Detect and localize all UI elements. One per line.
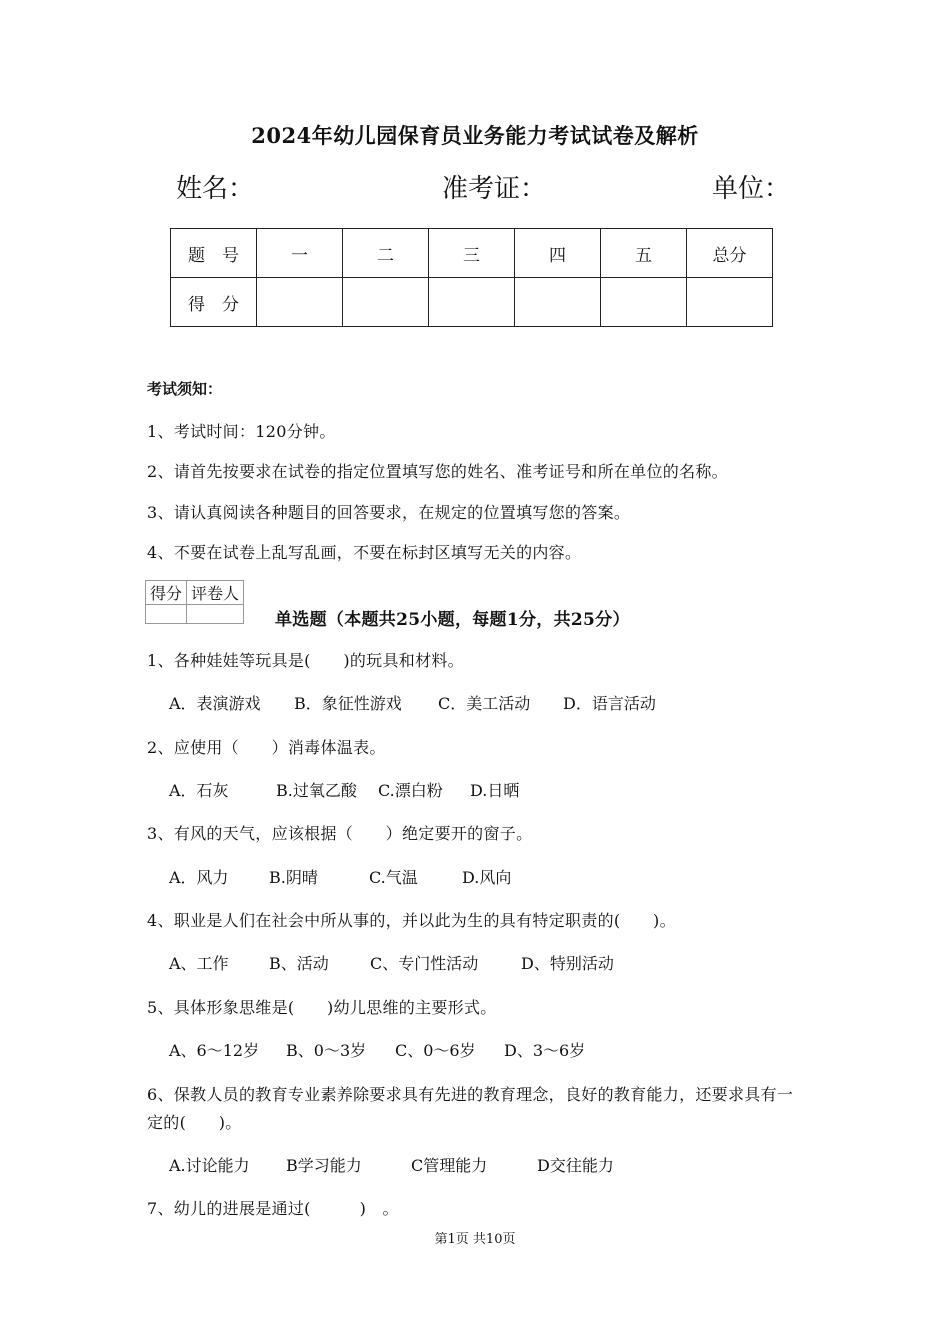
score-cell-5: 五 bbox=[601, 229, 687, 278]
score-row-label: 得 分 bbox=[171, 278, 257, 327]
score-input-2[interactable] bbox=[343, 278, 429, 327]
question-option: A、工作 bbox=[169, 954, 229, 973]
question-option: C、0～6岁 bbox=[395, 1041, 476, 1060]
question-option: C．美工活动 bbox=[438, 694, 531, 713]
notice-heading: 考试须知： bbox=[147, 380, 223, 398]
question-text: 4、职业是人们在社会中所从事的，并以此为生的具有特定职责的( )。 bbox=[147, 911, 676, 930]
question-option: B、活动 bbox=[269, 954, 329, 973]
grader-score-label: 得分 bbox=[146, 581, 187, 605]
question-text: 7、幼儿的进展是通过( ) 。 bbox=[147, 1199, 399, 1218]
score-cell-3: 三 bbox=[429, 229, 515, 278]
section-title: 单选题（本题共25小题，每题1分，共25分） bbox=[275, 610, 630, 630]
notice-item: 2、请首先按要求在试卷的指定位置填写您的姓名、准考证号和所在单位的名称。 bbox=[147, 462, 728, 481]
question-option: B．象征性游戏 bbox=[294, 694, 402, 713]
name-label: 姓名： bbox=[176, 174, 255, 204]
question-option: A.讨论能力 bbox=[169, 1156, 250, 1175]
grader-score-field[interactable] bbox=[146, 605, 187, 624]
question-option: D.风向 bbox=[462, 868, 512, 887]
question-option: B.阴晴 bbox=[269, 868, 318, 887]
score-input-total[interactable] bbox=[687, 278, 773, 327]
question-option: C、专门性活动 bbox=[370, 954, 479, 973]
score-input-3[interactable] bbox=[429, 278, 515, 327]
question-text-continued: 定的( )。 bbox=[147, 1113, 242, 1132]
question-option: A．表演游戏 bbox=[169, 694, 261, 713]
score-table-header-row bbox=[171, 229, 773, 278]
question-option: D交往能力 bbox=[537, 1156, 614, 1175]
question-option: B.过氧乙酸 bbox=[276, 781, 357, 800]
question-option: A．风力 bbox=[169, 868, 229, 887]
page-title: 2024年幼儿园保育员业务能力考试试卷及解析 bbox=[251, 123, 699, 148]
score-cell-2: 二 bbox=[343, 229, 429, 278]
question-option: D.日晒 bbox=[470, 781, 520, 800]
question-option: C管理能力 bbox=[411, 1156, 488, 1175]
score-cell-1: 一 bbox=[257, 229, 343, 278]
grader-box bbox=[145, 580, 244, 624]
question-text: 2、应使用（ ）消毒体温表。 bbox=[147, 738, 386, 757]
question-option: C.漂白粉 bbox=[378, 781, 443, 800]
notice-item: 3、请认真阅读各种题目的回答要求，在规定的位置填写您的答案。 bbox=[147, 503, 631, 522]
grader-name-field[interactable] bbox=[187, 605, 244, 624]
question-option: B学习能力 bbox=[286, 1156, 362, 1175]
question-option: C.气温 bbox=[369, 868, 418, 887]
question-option: A、6～12岁 bbox=[169, 1041, 260, 1060]
score-table-score-row bbox=[171, 278, 773, 327]
page-footer: 第1页 共10页 bbox=[434, 1232, 516, 1247]
score-cell-total: 总分 bbox=[687, 229, 773, 278]
grader-name-label: 评卷人 bbox=[187, 581, 244, 605]
score-cell-4: 四 bbox=[515, 229, 601, 278]
unit-label: 单位： bbox=[712, 174, 791, 204]
score-input-1[interactable] bbox=[257, 278, 343, 327]
question-option: D、3～6岁 bbox=[504, 1041, 586, 1060]
question-text: 5、具体形象思维是( )幼儿思维的主要形式。 bbox=[147, 998, 497, 1017]
question-text: 6、保教人员的教育专业素养除要求具有先进的教育理念，良好的教育能力，还要求具有一 bbox=[147, 1085, 794, 1104]
notice-item: 4、不要在试卷上乱写乱画，不要在标封区填写无关的内容。 bbox=[147, 543, 582, 562]
score-input-5[interactable] bbox=[601, 278, 687, 327]
score-cell-label: 题 号 bbox=[171, 229, 257, 278]
question-text: 1、各种娃娃等玩具是( )的玩具和材料。 bbox=[147, 651, 464, 670]
question-option: A．石灰 bbox=[169, 781, 229, 800]
notice-item: 1、考试时间：120分钟。 bbox=[147, 422, 336, 441]
question-option: D、特别活动 bbox=[521, 954, 614, 973]
question-option: B、0～3岁 bbox=[286, 1041, 367, 1060]
score-table bbox=[170, 228, 773, 327]
question-text: 3、有风的天气，应该根据（ ）绝定要开的窗子。 bbox=[147, 824, 533, 843]
exam-id-label: 准考证： bbox=[442, 174, 547, 204]
score-input-4[interactable] bbox=[515, 278, 601, 327]
question-option: D．语言活动 bbox=[563, 694, 656, 713]
